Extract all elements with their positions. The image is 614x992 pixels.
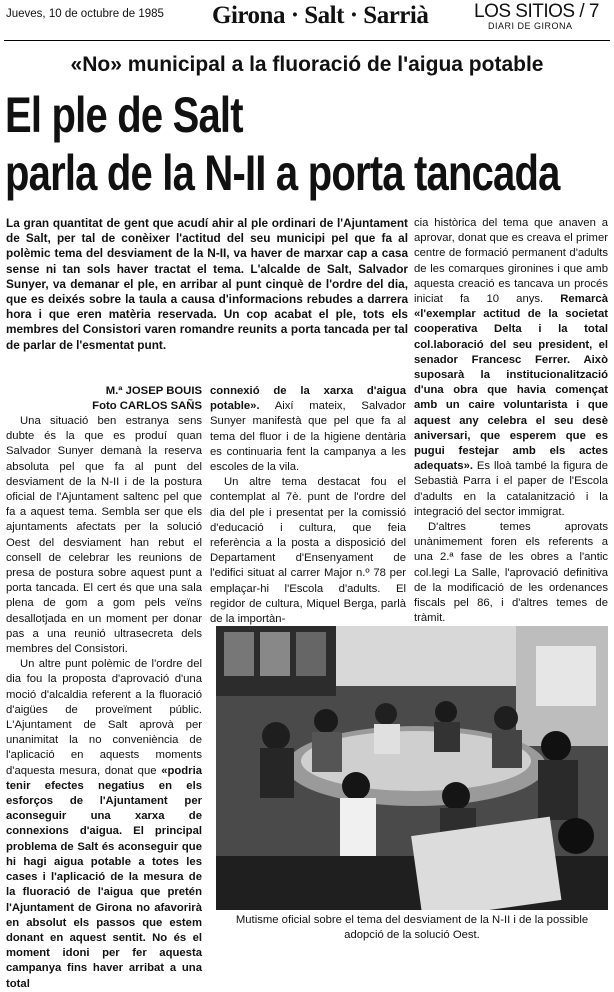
- quote-bold: connexió de la xarxa d'aigua potable».: [210, 385, 406, 413]
- photo-caption: Mutisme oficial sobre el tema del desviament de la N-II i de la possible adopció de la solució Oest.: [235, 914, 589, 941]
- issue-date: Jueves, 10 de octubre de 1985: [6, 8, 164, 20]
- section-title: Girona · Salt · Sarrià: [212, 2, 429, 29]
- column-3-paragraph-1: cia històrica del tema que anaven a aprovar, donat que es creava el primer centre de formació permanent d'adults de les comarques gironines i que amb aquesta creació es tancava un procés iniciat fa 10 anys. Remarcà «l'exemplar actitud de la societat cooperativa Delta i la total col.laboració del seu president, el senador Francesc Ferrer. Això suposarà la institucionalització d'una obra que havia començat amb un caire voluntarista i que aquest any celebra el seu desè aniversari, que esperem que es pugui festejar amb els actes adequats». Es lloà també la figura de Sebastià Parra i el paper de l'Escola d'adults en la catalanització i la integració del sector immigrat.: [414, 217, 608, 518]
- headline-line-2: parla de la N-II a porta tancada: [5, 145, 560, 201]
- column-2-paragraph-2: Un altre tema destacat fou el contemplat al 7è. punt de l'ordre del dia del ple i presentat per la comissió d'educació i cultura, que feia referència a la posta a disposició del Departament d'Ensenyament de l'edifici situat al carrer Major n.º 78 per emplaçar-hi l'Escola d'adults. El regidor de cultura, Miquel Berga, parlà de la importàn-: [210, 476, 406, 626]
- article-column-3: [414, 216, 608, 626]
- column-1-paragraph-2: Un altre punt polèmic de l'ordre del dia fou la proposta d'aprovació d'una moció d'alcaldia referent a la fluoració d'aigües de proveïment públic. L'Ajuntament de Salt aprovà per unanimitat la no conveniència de l'aplicació en aquests moments d'aquesta mesura, donat que «podria tenir efectes negatius en els esforços de l'Ajuntament per aconseguir una xarxa de connexions d'aigua. El principal problema de Salt és aconseguir que hi hagi aigua potable a totes les cases i l'aplicació de la mesura de la fluoració de l'aigua que pretén l'Ajuntament de Girona no afavorirà en absolut els passos que estem donant en aquest sentit. No és el moment idoni per fer aquesta campanya fins haver arribat a una total: [6, 658, 202, 990]
- byline-author: M.ª JOSEP BOUIS: [105, 385, 202, 397]
- article-column-1: [6, 414, 202, 992]
- kicker: «No» municipal a la fluoració de l'aigua potable: [70, 53, 544, 76]
- article-column-2: [210, 384, 406, 627]
- page-number: / 7: [579, 1, 599, 22]
- header-rule: [4, 40, 610, 41]
- quote-bold: Remarcà «l'exemplar actitud de la societat cooperativa Delta i la total col.laboració del seu president, el senador Francesc Ferrer. Això suposarà la institucionalització d'una obra que havia començat amb un caire voluntarista i que aquest any celebra el seu desè aniversari, que esperem que es pugui festejar amb els actes adequats».: [414, 293, 608, 473]
- quote-bold: «podria tenir efectes negatius en els esforços de l'Ajuntament per aconseguir una xarxa de connexions d'aigua. El principal problema de Salt és aconseguir que hi hagi aigua potable a totes les cases i l'aplicació de la mesura de la fluoració de l'aigua que pretén l'Ajuntament de Girona no afavorirà en absolut els passos que estem donant en aquest sentit. No és el moment idoni per fer aquesta campanya fins haver arribat a una total: [6, 764, 202, 990]
- lead-paragraph: La gran quantitat de gent que acudí ahir al ple ordinari de l'Ajuntament de Salt, per tal de conèixer l'actitud del seu municipi pel que fa al polèmic tema del desviament de la N-II, va haver de marxar cap a casa sense ni tan sols haver tractat el tema. L'alcalde de Salt, Salvador Sunyer, va demanar el ple, en arribar al punt cinquè de l'ordre del dia, que es deixés sobre la taula a causa d'informacions rebudes a darrera hora i que eren matèria reservada. Un cop acabat el ple, tots els membres del Consistori varen romandre reunits a porta tancada per tal de parlar de l'esmentat punt.: [6, 216, 408, 352]
- meeting-photo: [216, 626, 608, 910]
- column-1-paragraph-1: Una situació ben estranya sens dubte és la que es produí quan Salvador Sunyer demanà la reserva absoluta pel que fa al punt del desviament de la N-II i de la postura oficial de l'Ajuntament saltenc pel que fa a aquest tema. Sembla ser que els ajuntaments afectats per la solució Oest del desviament han rebut el consell de celebrar les reunions de presa de postura sobre aquest punt a porta tancada. El cert és que una sala plena de gom a gom pels veïns desallotjada en un moment per donar pas a una reunió ultrasecreta dels membres del Consistori.: [6, 415, 202, 656]
- meeting-photo-image: [216, 626, 608, 910]
- byline: [6, 384, 202, 414]
- byline-photo-credit: Foto CARLOS SAÑS: [92, 400, 202, 412]
- publication-name: LOS SITIOS: [474, 1, 575, 22]
- column-2-paragraph-1: connexió de la xarxa d'aigua potable». Així mateix, Salvador Sunyer manifestà que pel que fa al tema del fluor i de la higiene dentària es continuaria fent la campanya a les escoles de la vila.: [210, 385, 406, 474]
- headline-line-1: El ple de Salt: [5, 87, 243, 143]
- column-3-paragraph-2: D'altres temes aprovats unànimement foren els referents a una 2.ª fase de les obres a l'antic col.legi La Salle, l'aprovació definitiva de la modificació de les ordenances fiscals pel 86, i d'altres temes de tràmit.: [414, 521, 608, 625]
- publication-masthead: [474, 2, 599, 31]
- publication-subtitle: DIARI DE GIRONA: [488, 21, 573, 31]
